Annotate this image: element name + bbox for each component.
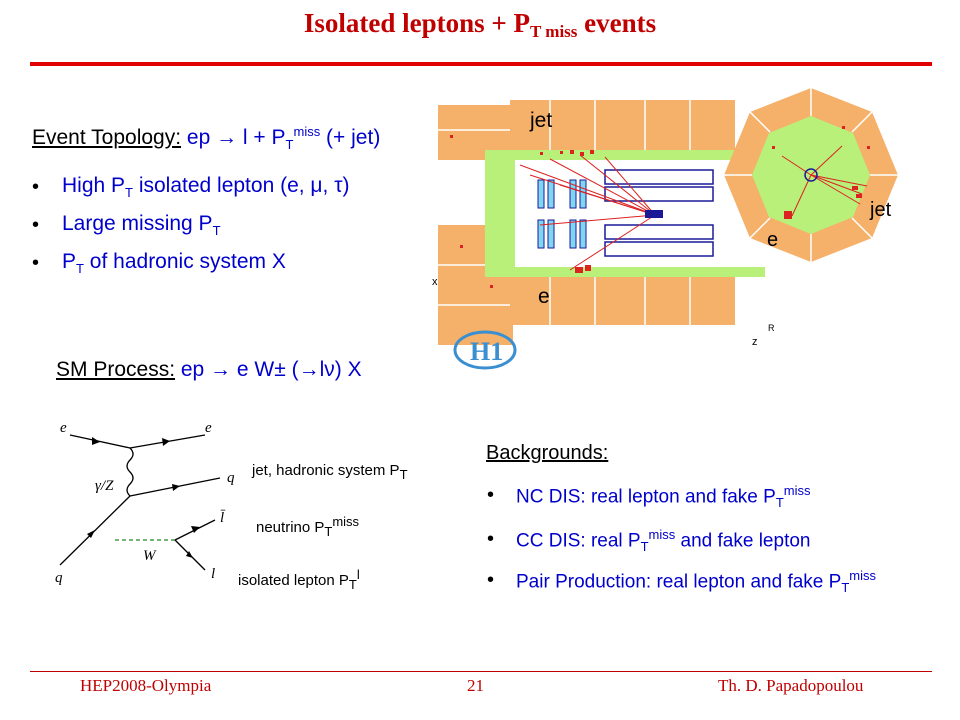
topology-heading-line bbox=[32, 124, 380, 152]
footer-page-number: 21 bbox=[467, 676, 484, 695]
background-item-1: NC DIS: real lepton and fake $P_T^{miss}$ bbox=[516, 483, 811, 511]
feyn-label-e-out: e bbox=[205, 420, 212, 436]
topology-bullet-1: High $P_T$ isolated lepton (e, μ, τ) bbox=[62, 174, 350, 201]
x-axis-label: x bbox=[432, 276, 438, 288]
bullet-dot: • bbox=[32, 214, 40, 236]
inner-layer-left bbox=[485, 150, 515, 277]
feynman-diagram bbox=[55, 420, 245, 585]
feyn-label-q-out: q bbox=[227, 470, 235, 486]
sm-process-formula: ep → e W± (→lν) X bbox=[175, 358, 362, 381]
jet-annotation: jet, hadronic system $P_T$ bbox=[252, 462, 408, 482]
incoming-quark-line bbox=[60, 496, 130, 565]
bullet-dot: • bbox=[32, 176, 40, 198]
jet-label-end: jet bbox=[870, 199, 892, 221]
electron-label-end: e bbox=[767, 229, 779, 251]
topology-bullet-2: Large missing $P_T$ bbox=[62, 212, 221, 239]
event-display-end-view bbox=[722, 86, 900, 264]
r-axis-label: R bbox=[768, 323, 775, 333]
topology-formula: ep → $l + P_T^{miss}$ (+ jet) bbox=[181, 124, 381, 153]
topology-bullet-3: $P_T$ of hadronic system X bbox=[62, 250, 286, 277]
central-cavity bbox=[515, 163, 745, 265]
svg-text:H1: H1 bbox=[470, 337, 504, 366]
electron-label-side: e bbox=[538, 285, 550, 308]
slide-title: Isolated leptons + $P_{T miss}$ events bbox=[303, 8, 657, 41]
z-axis-label: z bbox=[752, 336, 758, 348]
inner-layer-top bbox=[485, 150, 735, 160]
interaction-vertex bbox=[645, 210, 663, 218]
incoming-electron-line bbox=[70, 435, 130, 448]
bullet-dot: • bbox=[487, 569, 495, 591]
photon-line bbox=[127, 448, 133, 496]
feyn-label-e-in: e bbox=[60, 420, 67, 436]
jet-label-side: jet bbox=[530, 109, 553, 132]
lepton-annotation: isolated lepton $P_T^l$ bbox=[238, 567, 360, 592]
topology-heading: Event Topology: bbox=[32, 126, 182, 149]
footer-rule bbox=[30, 671, 932, 672]
bullet-dot: • bbox=[487, 484, 495, 506]
inner-layer-bottom bbox=[485, 267, 765, 277]
backgrounds-heading: Backgrounds: bbox=[486, 442, 609, 464]
background-item-2: CC DIS: real $P_T^{miss}$ and fake lepton bbox=[516, 527, 811, 555]
footer-author: Th. D. Papadopoulou bbox=[718, 676, 864, 695]
bullet-dot: • bbox=[32, 252, 40, 274]
feyn-label-lbar: l̄ bbox=[220, 510, 225, 526]
background-item-3: Pair Production: real lepton and fake $P_T^{miss}$ bbox=[516, 568, 876, 596]
title-rule bbox=[30, 62, 932, 66]
bullet-dot: • bbox=[487, 528, 495, 550]
feyn-label-l: l bbox=[211, 566, 216, 582]
footer-conference: HEP2008-Olympia bbox=[80, 676, 212, 695]
feyn-label-q-in: q bbox=[55, 570, 63, 585]
sm-process-heading: SM Process: bbox=[56, 358, 176, 381]
neutrino-annotation: neutrino $P_T^{miss}$ bbox=[256, 514, 360, 539]
sm-process-line bbox=[56, 358, 362, 382]
feyn-label-w: W bbox=[143, 548, 156, 564]
h1-logo bbox=[455, 332, 515, 368]
feyn-label-boson: γ/Z bbox=[95, 478, 114, 494]
